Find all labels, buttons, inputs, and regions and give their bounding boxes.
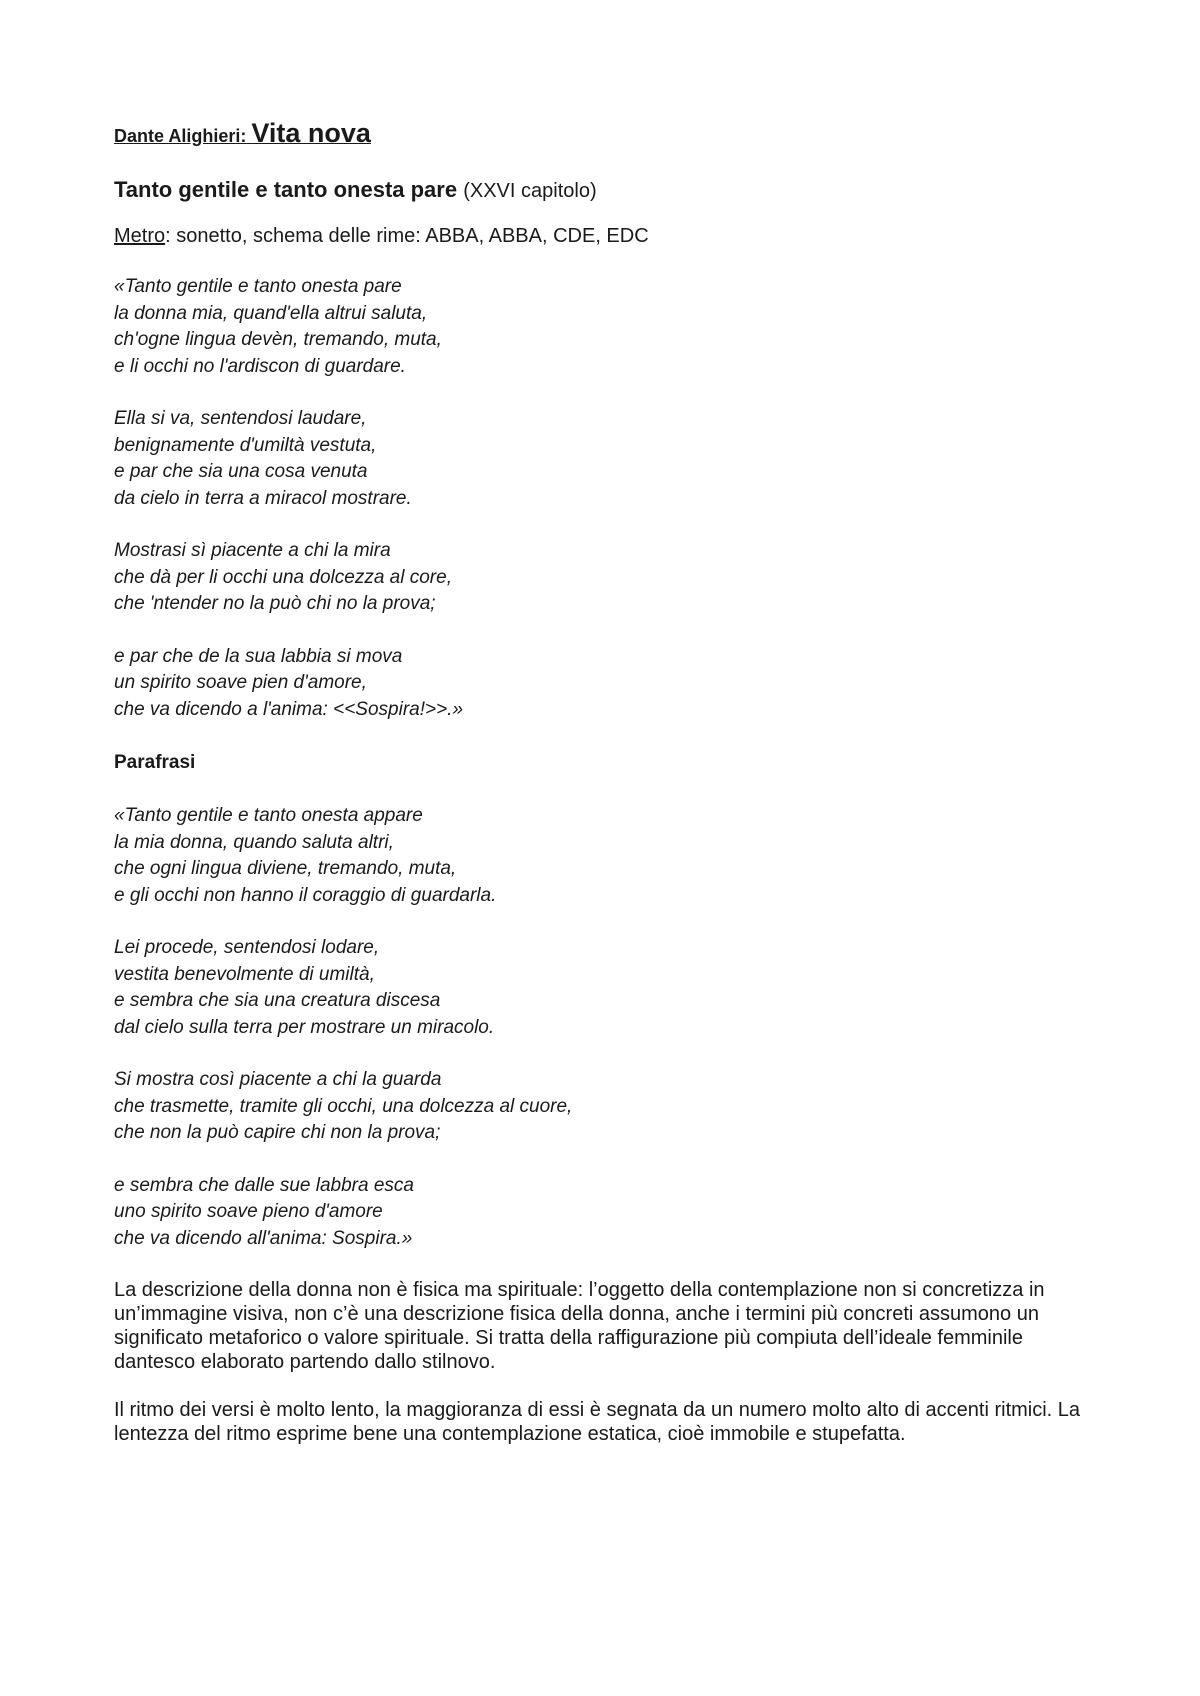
- verse: che 'ntender no la può chi no la prova;: [114, 593, 436, 614]
- verse: che trasmette, tramite gli occhi, una dolcezza al cuore,: [114, 1095, 573, 1117]
- commentary-paragraph-1: La descrizione della donna non è fisica ma spirituale: l’oggetto della contemplazione non si concretizza in un’immagine visiva, non c’è una descrizione fisica della donna, anche i termini più concreti assumono un significato metaforico o valore spirituale. Si tratta della raffigurazione più compiuta dell’ideale femminile dantesco elaborato partendo dallo stilnovo.: [114, 1279, 1045, 1373]
- original-stanza-2: [114, 406, 1100, 512]
- paraphrase-stanza-1: [114, 803, 1100, 909]
- verse: benignamente d'umiltà vestuta,: [114, 434, 377, 456]
- work-title: Vita nova: [251, 118, 371, 148]
- original-stanza-1: [114, 274, 1100, 380]
- verse: che va dicendo all'anima: Sospira.»: [114, 1227, 413, 1249]
- original-stanza-3: [114, 538, 1100, 618]
- verse: e sembra che dalle sue labbra esca: [114, 1174, 414, 1196]
- verse: Si mostra così piacente a chi la guarda: [114, 1069, 442, 1090]
- metre-line: [114, 222, 1100, 250]
- verse: uno spirito soave pieno d'amore: [114, 1201, 383, 1222]
- verse: e gli occhi non hanno il coraggio di guardarla.: [114, 884, 497, 906]
- verse: ch'ogne lingua devèn, tremando, muta,: [114, 329, 442, 350]
- verse: e par che sia una cosa venuta: [114, 461, 368, 482]
- verse: che dà per li occhi una dolcezza al core,: [114, 566, 452, 588]
- verse: che va dicendo a l'anima: <<Sospira!>>.»: [114, 698, 464, 720]
- verse: la donna mia, quand'ella altrui saluta,: [114, 302, 428, 324]
- verse: vestita benevolmente di umiltà,: [114, 963, 375, 985]
- verse: «Tanto gentile e tanto onesta pare: [114, 276, 402, 297]
- verse: Lei procede, sentendosi lodare,: [114, 937, 380, 958]
- paraphrase-heading: Parafrasi: [114, 752, 196, 773]
- verse: e par che de la sua labbia si mova: [114, 645, 403, 667]
- verse: dal cielo sulla terra per mostrare un miracolo.: [114, 1016, 495, 1038]
- original-poem: [114, 274, 1100, 723]
- metre-text: : sonetto, schema delle rime: ABBA, ABBA, CDE, EDC: [165, 225, 649, 247]
- verse: e li occhi no l'ardiscon di guardare.: [114, 355, 406, 377]
- verse: Ella si va, sentendosi laudare,: [114, 408, 367, 429]
- original-stanza-4: [114, 644, 1100, 724]
- poem-title: [114, 175, 1100, 206]
- commentary-paragraph-2: Il ritmo dei versi è molto lento, la maggioranza di essi è segnata da un numero molto alto di accenti ritmici. La lentezza del ritmo esprime bene una contemplazione estatica, cioè immobile e stupefatta.: [114, 1399, 1081, 1445]
- paraphrase-stanza-3: [114, 1067, 1100, 1147]
- author-name: Dante Alighieri:: [114, 126, 247, 146]
- poem-title-note: (XXVI capitolo): [463, 180, 597, 202]
- verse: che non la può capire chi non la prova;: [114, 1122, 441, 1143]
- verse: che ogni lingua diviene, tremando, muta,: [114, 858, 457, 879]
- verse: Mostrasi sì piacente a chi la mira: [114, 540, 391, 561]
- paraphrase-stanza-2: [114, 935, 1100, 1041]
- verse: e sembra che sia una creatura discesa: [114, 990, 441, 1011]
- metre-label: Metro: [114, 225, 166, 247]
- verse: la mia donna, quando saluta altri,: [114, 831, 394, 853]
- document-header: [114, 118, 1100, 151]
- paraphrase-stanza-4: [114, 1173, 1100, 1253]
- poem-title-text: Tanto gentile e tanto onesta pare: [114, 177, 458, 202]
- verse: un spirito soave pien d'amore,: [114, 672, 367, 693]
- verse: da cielo in terra a miracol mostrare.: [114, 487, 412, 509]
- verse: «Tanto gentile e tanto onesta appare: [114, 805, 423, 826]
- paraphrase-poem: [114, 803, 1100, 1252]
